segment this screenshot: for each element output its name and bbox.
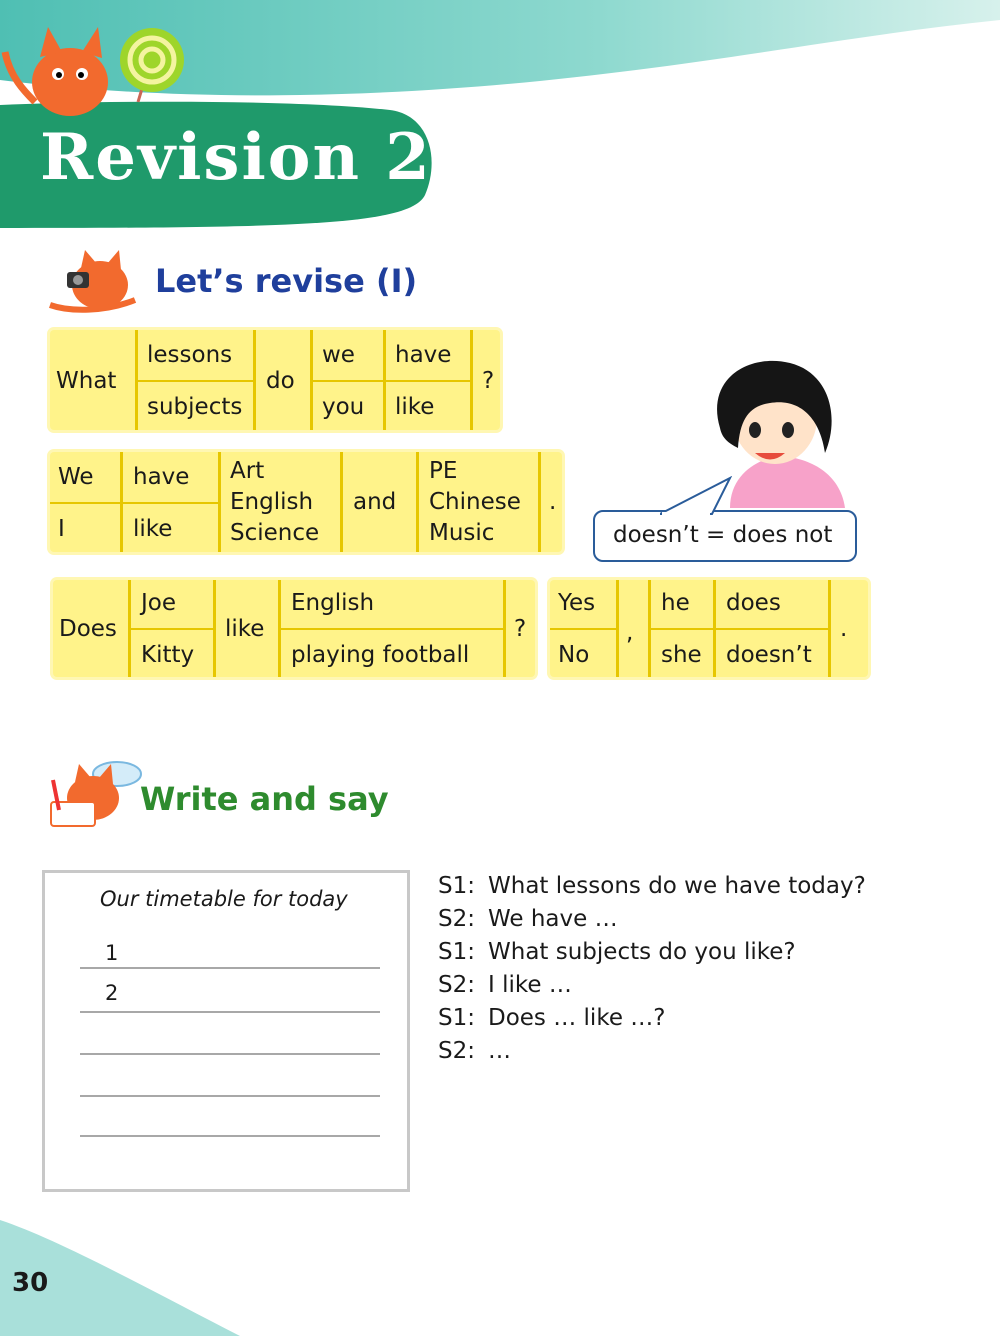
cell-subjects: subjects (147, 394, 243, 420)
cell-pe: PE (429, 458, 458, 484)
speech-bubble-tail (660, 476, 740, 516)
grammar-table-row-2 (50, 452, 562, 552)
cell-kitty: Kitty (141, 642, 195, 668)
cell-does: does (726, 590, 781, 616)
cell-no: No (558, 642, 590, 668)
cell-and: and (353, 489, 397, 515)
cat-camera-icon (45, 250, 150, 315)
writing-line[interactable] (80, 967, 380, 969)
speech-bubble (593, 510, 857, 562)
cell-do: do (266, 368, 295, 394)
cell-you: you (322, 394, 365, 420)
grammar-table-row-3 (53, 580, 535, 677)
cat-writing-icon (45, 760, 145, 835)
cell-like: like (395, 394, 435, 420)
cell-we: We (58, 464, 94, 490)
cell-she: she (661, 642, 702, 668)
cell-like: like (225, 616, 265, 642)
cell-he: he (661, 590, 690, 616)
cell-what: What (56, 368, 117, 394)
grammar-table-row-1 (50, 330, 500, 430)
section-title-lets-revise: Let’s revise (I) (155, 262, 418, 300)
cell-full-stop: . (549, 489, 557, 515)
dialogue-line: S1: What subjects do you like? (438, 939, 796, 965)
timetable-box (42, 870, 410, 1192)
page-number: 30 (12, 1268, 49, 1298)
cell-does: Does (59, 616, 117, 642)
dialogue-line: S2: … (438, 1038, 511, 1064)
cell-like: like (133, 516, 173, 542)
cell-playing-football: playing football (291, 642, 470, 668)
dialogue-line: S1: What lessons do we have today? (438, 873, 866, 899)
writing-line[interactable] (80, 1135, 380, 1137)
cell-have: have (395, 342, 452, 368)
cell-chinese: Chinese (429, 489, 521, 515)
cell-art: Art (230, 458, 265, 484)
cell-english: English (291, 590, 375, 616)
cat-mascot-icon (0, 22, 190, 122)
grammar-table-row-4 (550, 580, 868, 677)
dialogue-line: S2: We have … (438, 906, 618, 932)
speech-bubble-text: doesn’t = does not (613, 522, 833, 548)
cell-english: English (230, 489, 314, 515)
cell-doesnt: doesn’t (726, 642, 812, 668)
cell-science: Science (230, 520, 320, 546)
writing-line[interactable] (80, 1053, 380, 1055)
cell-i: I (58, 516, 65, 542)
cell-have: have (133, 464, 190, 490)
dialogue-line: S2: I like … (438, 972, 572, 998)
page-title: Revision 2 (40, 120, 432, 195)
cell-question-mark: ? (514, 616, 527, 642)
section-title-write-and-say: Write and say (140, 780, 389, 818)
writing-line[interactable] (80, 1011, 380, 1013)
cell-music: Music (429, 520, 495, 546)
cell-question-mark: ? (482, 368, 495, 394)
writing-line[interactable] (80, 1095, 380, 1097)
cell-yes: Yes (558, 590, 596, 616)
cell-full-stop: . (840, 616, 848, 642)
cell-we: we (322, 342, 355, 368)
cell-joe: Joe (141, 590, 177, 616)
timetable-number-2: 2 (105, 981, 119, 1005)
timetable-number-1: 1 (105, 941, 119, 965)
dialogue-list (438, 870, 866, 1068)
timetable-title: Our timetable for today (100, 887, 348, 911)
dialogue-line: S1: Does … like …? (438, 1005, 666, 1031)
cell-lessons: lessons (147, 342, 233, 368)
cell-comma: , (626, 620, 634, 646)
